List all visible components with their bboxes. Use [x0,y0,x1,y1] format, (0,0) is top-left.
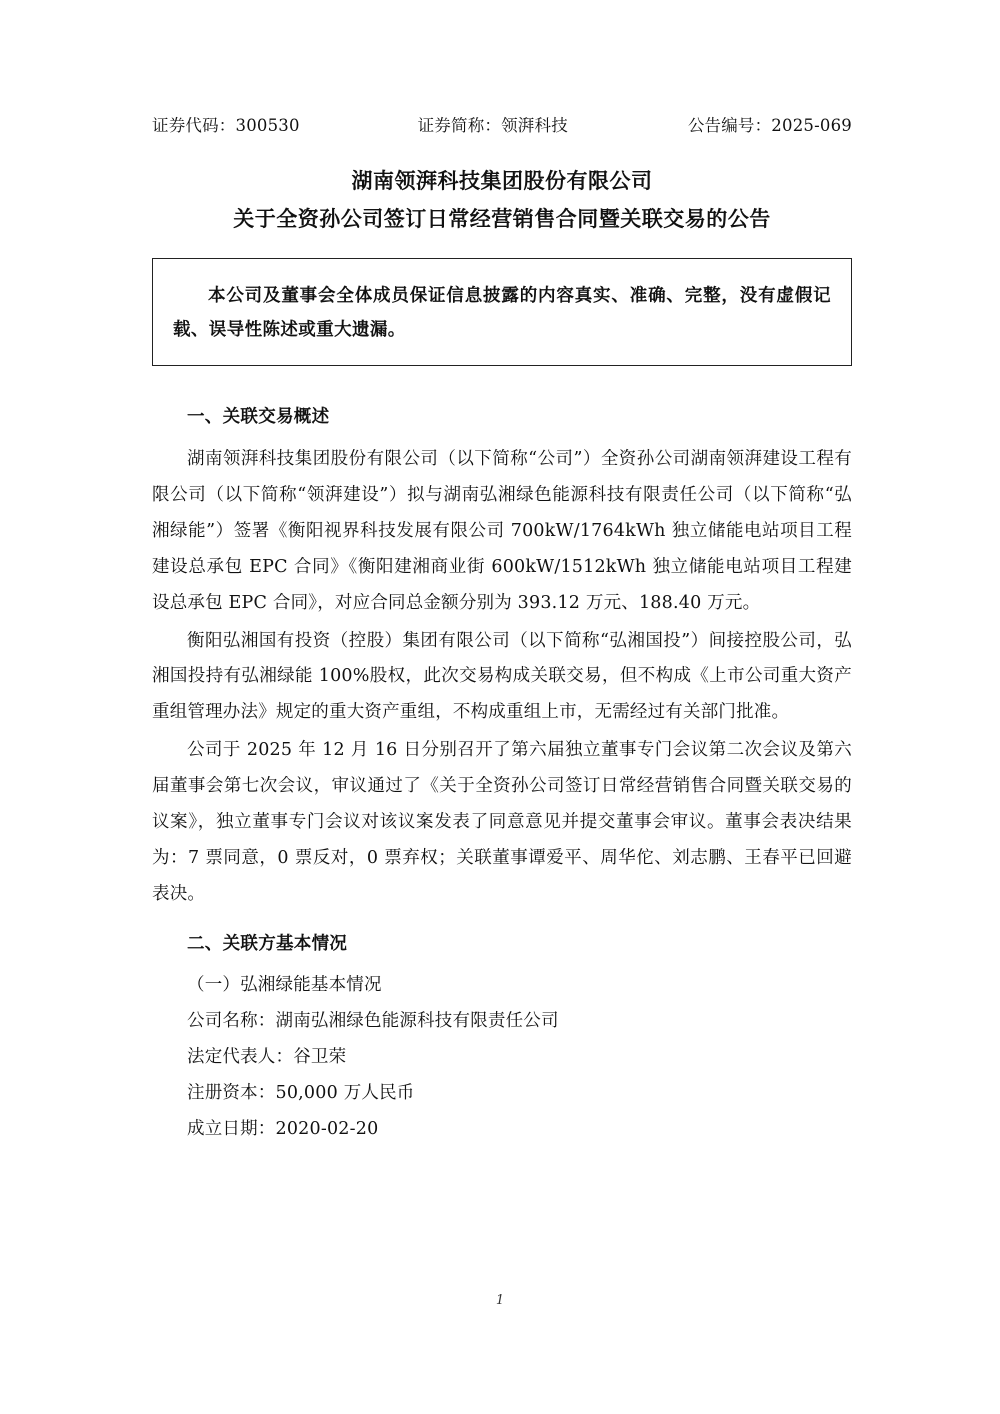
party-establishment-date: 成立日期：2020-02-20 [187,1118,379,1139]
announcement-number: 公告编号：2025-069 [687,116,852,135]
security-abbreviation: 证券简称：领湃科技 [417,116,568,135]
document-header [152,112,852,136]
disclosure-notice-text: 本公司及董事会全体成员保证信息披露的内容真实、准确、完整，没有虚假记载、误导性陈述或重大遗漏。 [173,286,831,341]
disclosure-notice-box [152,258,852,366]
section-2-subheading: （一）弘湘绿能基本情况 [187,975,382,996]
announcement-title: 关于全资孙公司签订日常经营销售合同暨关联交易的公告 [233,206,771,232]
document-content [152,112,852,1148]
party-registered-capital: 注册资本：50,000 万人民币 [187,1083,415,1104]
section-heading-2: 二、关联方基本情况 [187,933,348,954]
party-legal-representative: 法定代表人：谷卫荣 [187,1047,347,1068]
section-1-paragraph-3: 公司于 2025 年 12 月 16 日分别召开了第六届独立董事专门会议第二次会议及第六届董事会第七次会议，审议通过了《关于全资孙公司签订日常经营销售合同暨关联交易的议案》，独立董事专门会议对该议案发表了同意意见并提交董事会审议。董事会表决结果为：7 票同意，0 票反对，0 票弃权；关联董事谭爱平、周华佗、刘志鹏、王春平已回避表决。 [152,740,852,904]
company-title: 湖南领湃科技集团股份有限公司 [351,168,653,193]
security-code: 证券代码：300530 [152,116,300,135]
page-number: 1 [495,1293,505,1308]
section-1-paragraph-2: 衡阳弘湘国有投资（控股）集团有限公司（以下简称“弘湘国投”）间接控股公司，弘湘国投持有弘湘绿能 100%股权，此次交易构成关联交易，但不构成《上市公司重大资产重组管理办法》规定的重大资产重组，不构成重组上市，无需经过有关部门批准。 [152,630,852,723]
section-1-paragraph-1: 湖南领湃科技集团股份有限公司（以下简称“公司”）全资孙公司湖南领湃建设工程有限公司（以下简称“领湃建设”）拟与湖南弘湘绿色能源科技有限责任公司（以下简称“弘湘绿能”）签署《衡阳视界科技发展有限公司 700kW/1764kWh 独立储能电站项目工程建设总承包 EPC 合同》《衡阳建湘商业街 600kW/1512kWh 独立储能电站项目工程建设总承包 EPC 合同》，对应合同总金额分别为 393.12 万元、188.40 万元。 [152,449,852,613]
section-heading-1: 一、关联交易概述 [187,407,330,428]
party-company-name: 公司名称：湖南弘湘绿色能源科技有限责任公司 [187,1011,559,1032]
